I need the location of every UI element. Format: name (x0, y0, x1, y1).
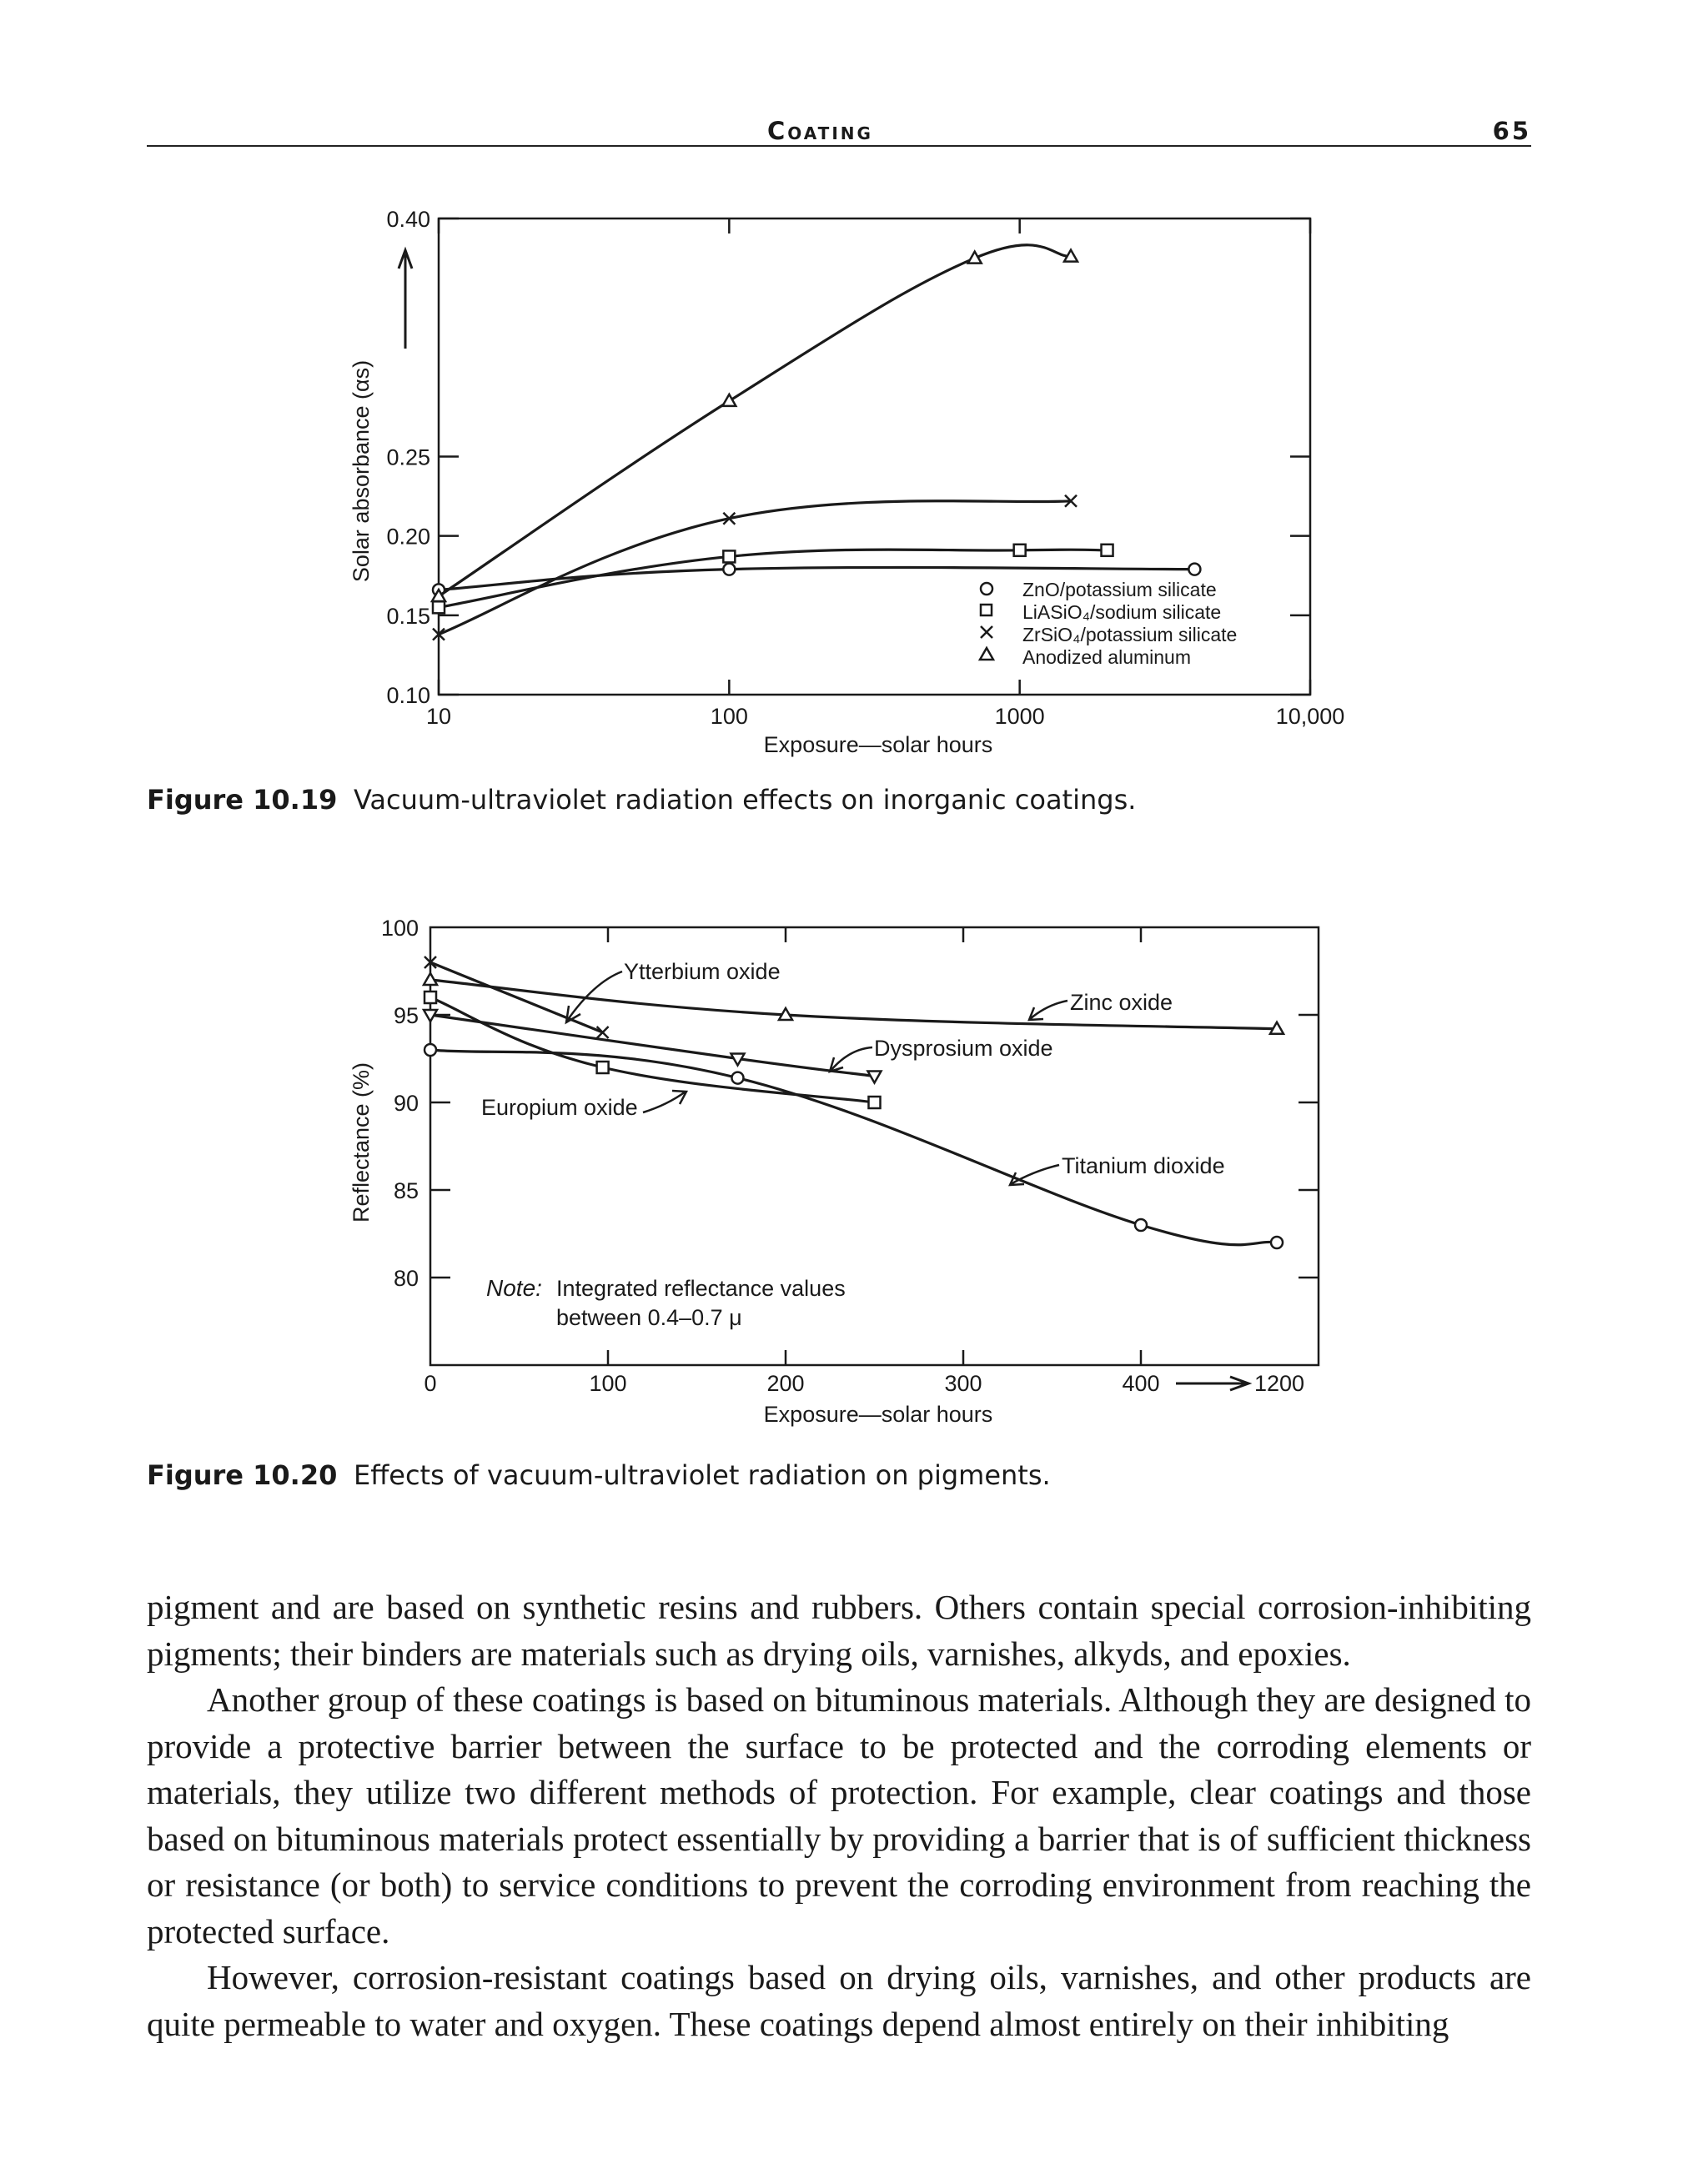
chart2-note-line-1: Integrated reflectance values (556, 1276, 846, 1301)
annotation-ytterbium-oxide: Ytterbium oxide (624, 959, 781, 984)
chart2-note-line-2: between 0.4–0.7 μ (556, 1305, 742, 1330)
chart2-note-label: Note: (486, 1275, 542, 1301)
chart1-xlabel: Exposure—solar hours (763, 732, 993, 757)
page-number: 65 (1492, 117, 1531, 145)
annotation-europium-oxide: Europium oxide (481, 1095, 638, 1120)
series-line (430, 1050, 1277, 1245)
data-point-circle (424, 1044, 436, 1056)
x-tick-label: 200 (766, 1371, 805, 1396)
body-text (147, 1584, 1531, 2047)
legend-item-anodized-aluminum: Anodized aluminum (1022, 646, 1192, 668)
annotation-titanium-leader (1010, 1165, 1059, 1185)
y-tick-label: 0.15 (386, 603, 430, 629)
chart2-break-label: 1200 (1253, 1371, 1305, 1396)
x-tick-label: 0 (424, 1371, 437, 1396)
chart2-xlabel: Exposure—solar hours (763, 1402, 993, 1427)
data-point-x (597, 1027, 609, 1038)
x-tick-label: 400 (1122, 1371, 1160, 1396)
figure-caption-text: Effects of vacuum-ultraviolet radiation on pigments. (354, 1459, 1051, 1491)
paragraph: Another group of these coatings is based on bituminous materials. Although they are designed to provide a protective barrier between the surface to be protected and the corroding elements or materials, they utilize two different methods of protection. For example, clear coatings and those based on bituminous materials protect essentially by providing a barrier that is of sufficient thickness or resistance (or both) to service conditions to prevent the corroding environment from reaching the protected surface. (147, 1680, 1531, 1951)
chart2-annotations (481, 959, 1225, 1185)
y-tick-label: 0.40 (386, 207, 430, 232)
x-tick-label: 10,000 (1275, 704, 1345, 729)
y-tick-label: 90 (393, 1091, 419, 1116)
x-tick-label: 100 (710, 704, 748, 729)
annotation-zinc-leader (1029, 1001, 1068, 1020)
paragraph: pigment and are based on synthetic resins and rubbers. Others contain special corrosion-inhibiting pigments; their binders are materials such as drying oils, varnishes, alkyds, and epoxies. (147, 1588, 1531, 1673)
figure-10-20-caption (147, 1459, 1051, 1491)
data-point-circle (1135, 1219, 1147, 1231)
paragraph: However, corrosion-resistant coatings based on drying oils, varnishes, and other products are quite permeable to water and oxygen. These coatings depend almost entirely on their inhibiting (147, 1958, 1531, 2043)
series-line (430, 1015, 875, 1077)
data-point-square (597, 1062, 609, 1073)
figure-label: Figure 10.20 (147, 1459, 338, 1491)
data-point-square (869, 1097, 881, 1108)
y-tick-label: 0.20 (386, 524, 430, 550)
figure-caption-text: Vacuum-ultraviolet radiation effects on inorganic coatings. (354, 784, 1137, 816)
y-tick-label: 0.25 (386, 444, 430, 470)
x-tick-label: 10 (425, 704, 452, 729)
annotation-dysprosium-oxide: Dysprosium oxide (874, 1036, 1053, 1061)
y-tick-label: 80 (393, 1266, 419, 1291)
y-tick-label: 95 (393, 1003, 419, 1028)
chart1-ylabel: Solar absorbance (αs) (349, 359, 374, 583)
annotation-zinc-oxide: Zinc oxide (1070, 990, 1173, 1015)
running-header-title: Coating (767, 117, 873, 145)
figure-label: Figure 10.19 (147, 784, 338, 816)
legend-item-zrsio4: ZrSiO₄/potassium silicate (1022, 624, 1238, 645)
x-tick-label: 100 (589, 1371, 627, 1396)
x-tick-label: 1000 (994, 704, 1045, 729)
annotation-europium-leader (643, 1091, 686, 1112)
y-tick-label: 85 (393, 1178, 419, 1203)
data-point-circle (731, 1072, 743, 1084)
legend-item-zno: ZnO/potassium silicate (1022, 579, 1217, 600)
data-point-circle (1271, 1237, 1283, 1248)
data-point-triangle-down (868, 1072, 882, 1083)
x-tick-label: 300 (944, 1371, 982, 1396)
legend-item-liasio4: LiASiO₄/sodium silicate (1022, 601, 1222, 623)
y-tick-label: 100 (380, 916, 419, 941)
chart2-break-arrow (1176, 1377, 1248, 1390)
chart2-ylabel: Reflectance (%) (349, 1062, 374, 1223)
y-tick-label: 0.10 (386, 683, 430, 708)
annotation-titanium-dioxide: Titanium dioxide (1062, 1153, 1225, 1178)
data-point-square (424, 992, 436, 1003)
annotation-dysprosium-leader (830, 1047, 872, 1072)
series-line (430, 997, 875, 1102)
